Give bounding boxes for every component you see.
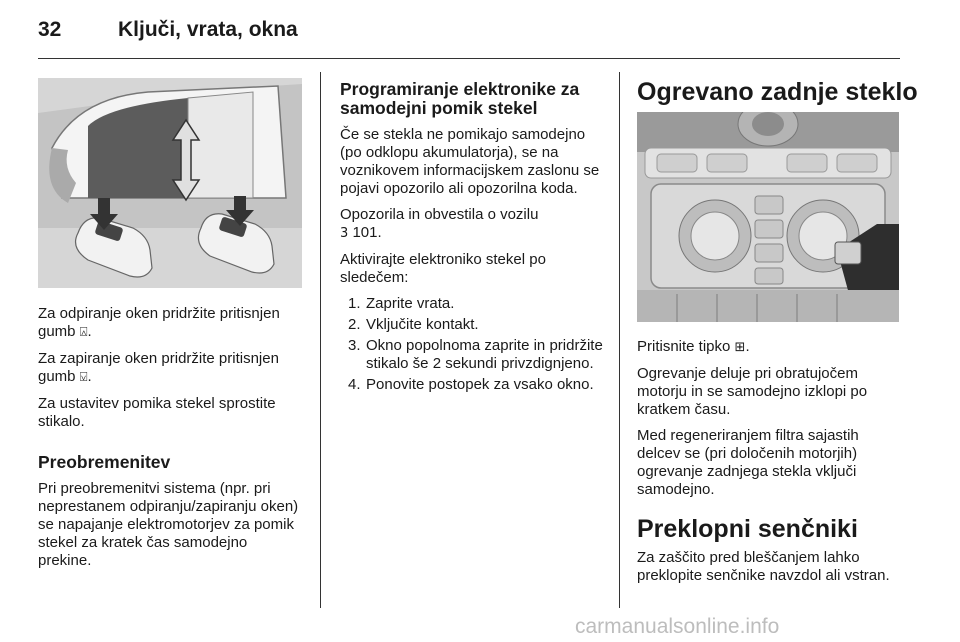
list-item: 1. Zaprite vrata. [348, 295, 455, 312]
list-item: 2. Vključite kontakt. [348, 316, 479, 333]
page-title: Ključi, vrata, okna [118, 18, 298, 41]
close-windows-paragraph: Za zapiranje oken pridržite pritisnjen gumb ⍌. [38, 350, 279, 385]
list-item: 4. Ponovite postopek za vsako okno. [348, 376, 594, 393]
column-divider-2 [619, 72, 620, 608]
steps-intro: Aktivirajte elektroniko stekel po sledečem: [340, 251, 546, 286]
header-rule [38, 58, 900, 59]
right-column-heading-block [637, 78, 918, 114]
rear-defrost-icon: ⊞ [734, 340, 746, 355]
rear-window-heading: Ogrevano zadnje steklo [637, 78, 918, 106]
programming-intro: Če se stekla ne pomikajo samodejno (po odklopu akumulatorja), se na voznikovem informacijskem zaslonu se pojavi opozorilo ali opozorilna koda. [340, 126, 600, 197]
left-column [38, 305, 303, 578]
page-number: 32 [38, 18, 62, 41]
column-divider-1 [320, 72, 321, 608]
page-reference-arrow: 3 [340, 226, 349, 241]
reference-paragraph: Opozorila in obvestila o vozilu 3 101. [340, 206, 539, 241]
programming-heading: Programiranje elektronike za samodejni pomik stekel [340, 79, 580, 118]
overload-text: Pri preobremenitvi sistema (npr. pri neprestanem odpiranju/zapiranju oken) se napajanje elektromotorjev za pomik stekel za kratek čas samodejno prekine. [38, 480, 299, 569]
open-windows-paragraph: Za odpiranje oken pridržite pritisnjen gumb ⍓. [38, 305, 280, 340]
window-switch-illustration [38, 78, 302, 288]
window-up-icon: ⍌ [79, 370, 88, 385]
middle-column [340, 80, 605, 397]
heating-description: Ogrevanje deluje pri obratujočem motorju in se samodejno izklopi po kratkem času. [637, 365, 868, 418]
list-item: 3. Okno popolnoma zaprite in pridržite stikalo še 2 sekundi privzdignjeno. [348, 337, 603, 372]
regeneration-note: Med regeneriranjem filtra sajastih delcev se (pri določenih motorjih) ogrevanje zadnjega stekla vključi samodejno. [637, 427, 859, 498]
right-column [637, 338, 902, 593]
sun-visors-text: Za zaščito pred bleščanjem lahko preklopite senčnike navzdol ali vstran. [637, 549, 890, 584]
stop-windows-paragraph: Za ustavitev pomika stekel sprostite stikalo. [38, 395, 276, 430]
overload-heading: Preobremenitev [38, 452, 171, 472]
window-down-icon: ⍓ [79, 325, 88, 340]
steps-list [340, 295, 605, 394]
climate-panel-illustration [637, 112, 899, 322]
press-button-paragraph: Pritisnite tipko ⊞. [637, 338, 750, 355]
page-reference: 101. [352, 224, 382, 241]
sun-visors-heading: Preklopni senčniki [637, 515, 858, 543]
watermark: carmanualsonline.info [575, 615, 780, 638]
